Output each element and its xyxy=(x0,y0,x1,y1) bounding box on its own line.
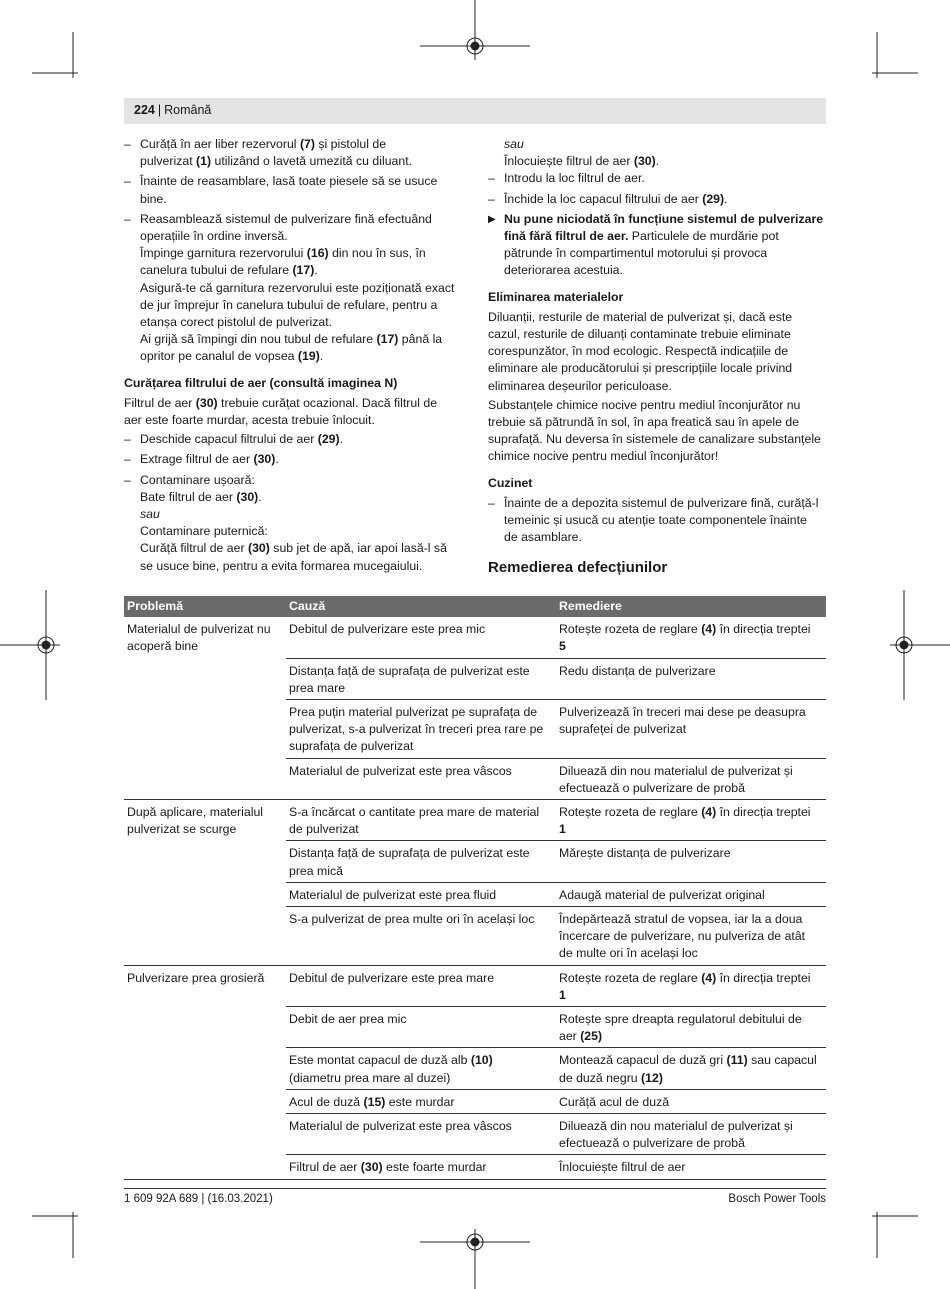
cause-cell xyxy=(286,617,556,658)
dash-bullet: – xyxy=(124,174,131,189)
text-line: Contaminare ușoară: xyxy=(140,472,255,487)
page-number: 224 xyxy=(134,103,155,117)
cause-cell xyxy=(286,965,556,1006)
text-line: canelura tubului de refulare (17). xyxy=(140,263,318,278)
cause-text: Debitul de pulverizare este prea mic xyxy=(289,622,486,637)
remedy-text: Rotește rozeta de reglare (4) în direcția treptei xyxy=(559,622,811,637)
text-line: pătrunde în compartimentul motorului și provoca xyxy=(504,246,768,261)
cause-text: (diametru prea mare al duzei) xyxy=(289,1070,451,1085)
cause-text: Distanța față de suprafața de pulverizat este xyxy=(289,846,530,861)
cause-text: suprafața de pulverizat xyxy=(289,739,414,754)
list-item xyxy=(124,472,464,575)
cause-text: Debitul de pulverizare este prea mare xyxy=(289,970,495,985)
text-line: eliminare ale producătorului și prescripțiile locale privind xyxy=(488,361,793,376)
problem-cell xyxy=(124,1114,286,1155)
problem-cell xyxy=(124,841,286,882)
table-row xyxy=(124,1007,826,1048)
safety-warning xyxy=(488,211,828,280)
troubleshooting-heading: Remedierea defecțiunilor xyxy=(488,559,668,577)
cause-cell xyxy=(286,1089,556,1113)
text-line: suprafață. Nu deversa în sistemele de canalizare substanțele xyxy=(488,432,821,447)
problem-text: acoperă bine xyxy=(127,639,199,654)
text-line: Ai grijă să împingi din nou tubul de refulare (17) până la xyxy=(140,332,443,347)
right-column xyxy=(488,136,828,577)
remedy-cell xyxy=(556,1007,826,1048)
reference-number: (11) xyxy=(726,1053,748,1068)
paragraph xyxy=(488,309,828,395)
problem-text: Materialul de pulverizat nu xyxy=(127,622,271,637)
footer-doc-number: 1 609 92A 689 | (16.03.2021) xyxy=(124,1193,273,1205)
list-item xyxy=(488,191,828,208)
text-line: Curăță filtrul de aer (30) sub jet de apă, iar apoi lasă-l să xyxy=(140,541,447,556)
remedy-text: Diluează din nou materialul de pulverizat și xyxy=(559,1119,793,1134)
remedy-text: Pulverizează în treceri mai dese pe deasupra xyxy=(559,705,806,720)
remedy-text: de multe ori în același loc xyxy=(559,946,698,961)
list-item xyxy=(488,170,828,187)
table-row xyxy=(124,658,826,699)
cause-text: S-a pulverizat de prea multe ori în același loc xyxy=(289,912,535,927)
reference-number: Nu pune niciodată în funcțiune sistemul de pulverizare xyxy=(504,211,824,226)
remedy-cell xyxy=(556,1048,826,1089)
italic-text: sau xyxy=(140,507,160,522)
cause-text: S-a încărcat o cantitate prea mare de material xyxy=(289,805,540,820)
remedy-text xyxy=(559,638,823,655)
cause-cell xyxy=(286,1114,556,1155)
reference-number: (4) xyxy=(701,622,717,637)
storage-steps xyxy=(488,495,828,547)
text-line: Închide la loc capacul filtrului de aer (29). xyxy=(504,191,728,206)
reference-number: (10) xyxy=(470,1053,493,1068)
troubleshooting-table xyxy=(124,596,826,1180)
cause-cell xyxy=(286,1007,556,1048)
cause-cell xyxy=(286,800,556,841)
remedy-cell xyxy=(556,882,826,906)
remedy-text xyxy=(559,987,823,1004)
cause-cell xyxy=(286,882,556,906)
list-item xyxy=(124,451,464,468)
problem-text: pulverizat se scurge xyxy=(127,822,237,837)
remedy-cell xyxy=(556,1114,826,1155)
reference-number: (19) xyxy=(297,349,320,364)
dash-bullet: – xyxy=(488,171,495,186)
warning-text xyxy=(504,211,828,280)
cause-text: Materialul de pulverizat este prea vâscos xyxy=(289,1119,512,1134)
reference-number: (30) xyxy=(253,452,276,467)
reference-number: (30) xyxy=(248,541,270,556)
air-filter-heading: Curățarea filtrului de aer (consultă imaginea N) xyxy=(124,375,398,390)
cause-text: pulverizat, s-a pulverizat în treceri prea rare pe xyxy=(289,722,544,737)
table-row xyxy=(124,1089,826,1113)
dash-bullet: – xyxy=(124,211,131,226)
table-row xyxy=(124,907,826,966)
reference-number: fină fără filtrul de aer. xyxy=(504,229,629,244)
language-label: Română xyxy=(164,103,212,117)
table-row xyxy=(124,841,826,882)
text-line: deteriorarea acestuia. xyxy=(504,263,623,278)
text-line: fină fără filtrul de aer. Particulele de murdărie pot xyxy=(504,229,779,244)
text-line: de asamblare. xyxy=(504,530,582,545)
cause-text: prea mică xyxy=(289,863,343,878)
remedy-text: Rotește rozeta de reglare (4) în direcția treptei xyxy=(559,805,811,820)
filter-final-steps xyxy=(488,170,828,207)
cause-cell xyxy=(286,758,556,799)
air-filter-steps xyxy=(124,431,464,575)
storage-heading: Cuzinet xyxy=(488,475,533,490)
remedy-text: efectuează o pulverizare de probă xyxy=(559,1136,745,1151)
text-line: Împinge garnitura rezervorului (16) din nou în sus, în xyxy=(140,246,426,261)
text-line: se usuce bine, pentru a evita formarea mucegaiului. xyxy=(140,558,423,573)
column-header-remedy: Remediere xyxy=(556,596,826,617)
table-row xyxy=(124,800,826,841)
cause-text: Distanța față de suprafața de pulverizat este xyxy=(289,663,530,678)
cause-cell xyxy=(286,700,556,759)
reference-number: (25) xyxy=(580,1029,603,1044)
remedy-cell xyxy=(556,841,826,882)
remedy-cell xyxy=(556,617,826,658)
remedy-cell xyxy=(556,758,826,799)
cleaning-steps xyxy=(124,136,464,366)
cause-cell xyxy=(286,1155,556,1179)
remedy-cell xyxy=(556,965,826,1006)
table-row xyxy=(124,700,826,759)
text-line: Înlocuiește filtrul de aer (30). xyxy=(504,154,660,169)
remedy-text: Adaugă material de pulverizat original xyxy=(559,887,765,902)
table-row xyxy=(124,965,826,1006)
list-item xyxy=(124,136,464,170)
cause-text: Este montat capacul de duză alb (10) xyxy=(289,1053,493,1068)
reference-number: (15) xyxy=(363,1094,386,1109)
text-line xyxy=(504,136,828,153)
problem-cell xyxy=(124,1089,286,1113)
text-line: bine. xyxy=(140,191,167,206)
text-line xyxy=(504,211,828,228)
text-line: Introdu la loc filtrul de aer. xyxy=(504,171,645,186)
remedy-text: efectuează o pulverizare de probă xyxy=(559,780,745,795)
filter-steps-continued xyxy=(488,136,828,170)
table-row xyxy=(124,1114,826,1155)
remedy-text: Înlocuiește filtrul de aer xyxy=(559,1160,686,1175)
text-line: Substanțele chimice nocive pentru mediul înconjurător nu xyxy=(488,397,801,412)
table-row xyxy=(124,1155,826,1179)
list-item xyxy=(124,431,464,448)
text-line: aer este foarte murdar, acesta trebuie înlocuit. xyxy=(124,413,375,428)
text-line: Reasamblează sistemul de pulverizare fină efectuând xyxy=(140,211,432,226)
dash-bullet: – xyxy=(488,495,495,510)
reference-number: (29) xyxy=(702,191,725,206)
text-line: trebuie să pătrundă în sol, în apa freatică sau în apele de xyxy=(488,415,800,430)
reference-number: (30) xyxy=(360,1160,383,1175)
table-header-row xyxy=(124,596,826,617)
cause-text: Materialul de pulverizat este prea fluid xyxy=(289,887,497,902)
list-item xyxy=(124,211,464,366)
text-line: opritor pe canalul de vopsea (19). xyxy=(140,349,324,364)
reference-number: (30) xyxy=(633,154,656,169)
remedy-text: Montează capacul de duză gri (11) sau capacul xyxy=(559,1053,817,1068)
text-line: operațiile în ordine inversă. xyxy=(140,229,288,244)
remedy-cell xyxy=(556,1089,826,1113)
table-row xyxy=(124,758,826,799)
list-item xyxy=(124,173,464,207)
problem-cell xyxy=(124,1007,286,1048)
text-line: Diluanții, resturile de material de pulverizat și, dacă este xyxy=(488,309,793,324)
remedy-text xyxy=(559,821,823,838)
reference-number: (29) xyxy=(317,432,340,447)
text-line: Curăță în aer liber rezervorul (7) și pistolul de xyxy=(140,137,387,151)
remedy-cell xyxy=(556,1155,826,1179)
remedy-text: Redu distanța de pulverizare xyxy=(559,663,716,678)
problem-cell xyxy=(124,907,286,966)
reference-number: (4) xyxy=(701,970,717,985)
reference-number: (1) xyxy=(196,154,212,169)
remedy-cell xyxy=(556,800,826,841)
text-line: eliminarea deșeurilor periculoase. xyxy=(488,378,672,393)
table-row xyxy=(124,617,826,658)
text-line: pulverizat (1) utilizând o lavetă umezită cu diluant. xyxy=(140,154,413,169)
remedy-cell xyxy=(556,907,826,966)
header-separator: | xyxy=(157,103,162,117)
dash-bullet: – xyxy=(124,472,131,487)
remedy-text: Rotește spre dreapta regulatorul debitului de xyxy=(559,1012,802,1027)
reference-number: (16) xyxy=(306,246,329,261)
reference-number: (12) xyxy=(641,1070,663,1085)
cause-cell xyxy=(286,907,556,966)
cause-cell xyxy=(286,658,556,699)
remedy-text: aer (25) xyxy=(559,1029,603,1044)
remedy-cell xyxy=(556,700,826,759)
text-line: Contaminare puternică: xyxy=(140,524,268,539)
remedy-text: Diluează din nou materialul de pulverizat și xyxy=(559,763,793,778)
problem-text: După aplicare, materialul xyxy=(127,805,264,820)
problem-cell xyxy=(124,700,286,759)
text-line: Filtrul de aer (30) trebuie curățat ocazional. Dacă filtrul de xyxy=(124,395,438,410)
text-line: temeinic și usucă cu atenție toate componentele înainte xyxy=(504,513,807,528)
remedy-cell xyxy=(556,658,826,699)
dash-bullet: – xyxy=(124,452,131,467)
cause-text: Acul de duză (15) este murdar xyxy=(289,1094,455,1109)
text-line: Extrage filtrul de aer (30). xyxy=(140,452,279,467)
remedy-text: Rotește rozeta de reglare (4) în direcția treptei xyxy=(559,970,811,985)
reference-number: 1 xyxy=(559,822,566,837)
dash-bullet: – xyxy=(124,137,131,151)
remedy-text: încercare de pulverizare, nu pulveriza de atât xyxy=(559,929,806,944)
paragraph xyxy=(488,397,828,466)
cause-text: prea mare xyxy=(289,680,346,695)
reference-number: (17) xyxy=(292,263,315,278)
table-body xyxy=(124,617,826,1179)
table-row xyxy=(124,1048,826,1089)
air-filter-intro xyxy=(124,395,464,429)
problem-cell xyxy=(124,1048,286,1089)
problem-cell xyxy=(124,658,286,699)
cause-cell xyxy=(286,841,556,882)
text-line: etanșa corect pistolul de pulverizat. xyxy=(140,315,333,330)
reference-number: (17) xyxy=(376,332,399,347)
column-header-problem: Problemă xyxy=(124,596,286,617)
text-line: Bate filtrul de aer (30). xyxy=(140,489,262,504)
warning-arrow-icon: ▶ xyxy=(488,213,496,225)
problem-cell xyxy=(124,617,286,658)
reference-number: 5 xyxy=(559,639,566,654)
page-header xyxy=(124,98,826,124)
cause-text: de pulverizat xyxy=(289,822,359,837)
problem-cell xyxy=(124,1155,286,1179)
remedy-text: Curăță acul de duză xyxy=(559,1094,670,1109)
footer-brand: Bosch Power Tools xyxy=(728,1193,826,1205)
text-line: Asigură-te că garnitura rezervorului este poziționată exact xyxy=(140,280,455,295)
reference-number: 1 xyxy=(559,987,566,1002)
column-header-cause: Cauză xyxy=(286,596,556,617)
problem-cell xyxy=(124,758,286,799)
cause-cell xyxy=(286,1048,556,1089)
left-column xyxy=(124,136,464,578)
remedy-text: de duză negru (12) xyxy=(559,1070,663,1085)
footer-rule xyxy=(124,1188,826,1189)
cause-text: Materialul de pulverizat este prea vâscos xyxy=(289,763,512,778)
text-line: corespunzător, în mod ecologic. Respectă indicațiile de xyxy=(488,344,789,359)
text-line: cazul, resturile de diluanți contaminate trebuie eliminate xyxy=(488,327,791,342)
disposal-text xyxy=(488,309,828,466)
reference-number: (30) xyxy=(236,489,259,504)
dash-bullet: – xyxy=(124,432,131,447)
text-line xyxy=(140,506,464,523)
text-line: Înainte de reasamblare, lasă toate piesele să se usuce xyxy=(140,174,438,189)
cause-text: Filtrul de aer (30) este foarte murdar xyxy=(289,1160,487,1175)
reference-number: (30) xyxy=(195,395,218,410)
disposal-heading: Eliminarea materialelor xyxy=(488,289,624,304)
text-line: Înainte de a depozita sistemul de pulverizare fină, curăță-l xyxy=(504,495,819,510)
problem-cell xyxy=(124,965,286,1006)
text-line: de jur împrejur în canelura tubului de refulare, pentru a xyxy=(140,297,438,312)
remedy-text: Mărește distanța de pulverizare xyxy=(559,846,731,861)
problem-cell xyxy=(124,800,286,841)
italic-text: sau xyxy=(504,137,524,151)
remedy-text: suprafeței de pulverizat xyxy=(559,722,687,737)
cause-text: Debit de aer prea mic xyxy=(289,1012,407,1027)
table-row xyxy=(124,882,826,906)
reference-number: (7) xyxy=(299,137,315,151)
reference-number: (4) xyxy=(701,805,717,820)
text-line: chimice nocive pentru mediul înconjurător! xyxy=(488,449,719,464)
list-item xyxy=(488,495,828,547)
text-line: Deschide capacul filtrului de aer (29). xyxy=(140,432,344,447)
problem-text: Pulverizare prea grosieră xyxy=(127,970,265,985)
problem-cell xyxy=(124,882,286,906)
dash-bullet: – xyxy=(488,191,495,206)
remedy-text: Îndepărtează stratul de vopsea, iar la a doua xyxy=(559,912,803,927)
cause-text: Prea puțin material pulverizat pe suprafața de xyxy=(289,705,538,720)
